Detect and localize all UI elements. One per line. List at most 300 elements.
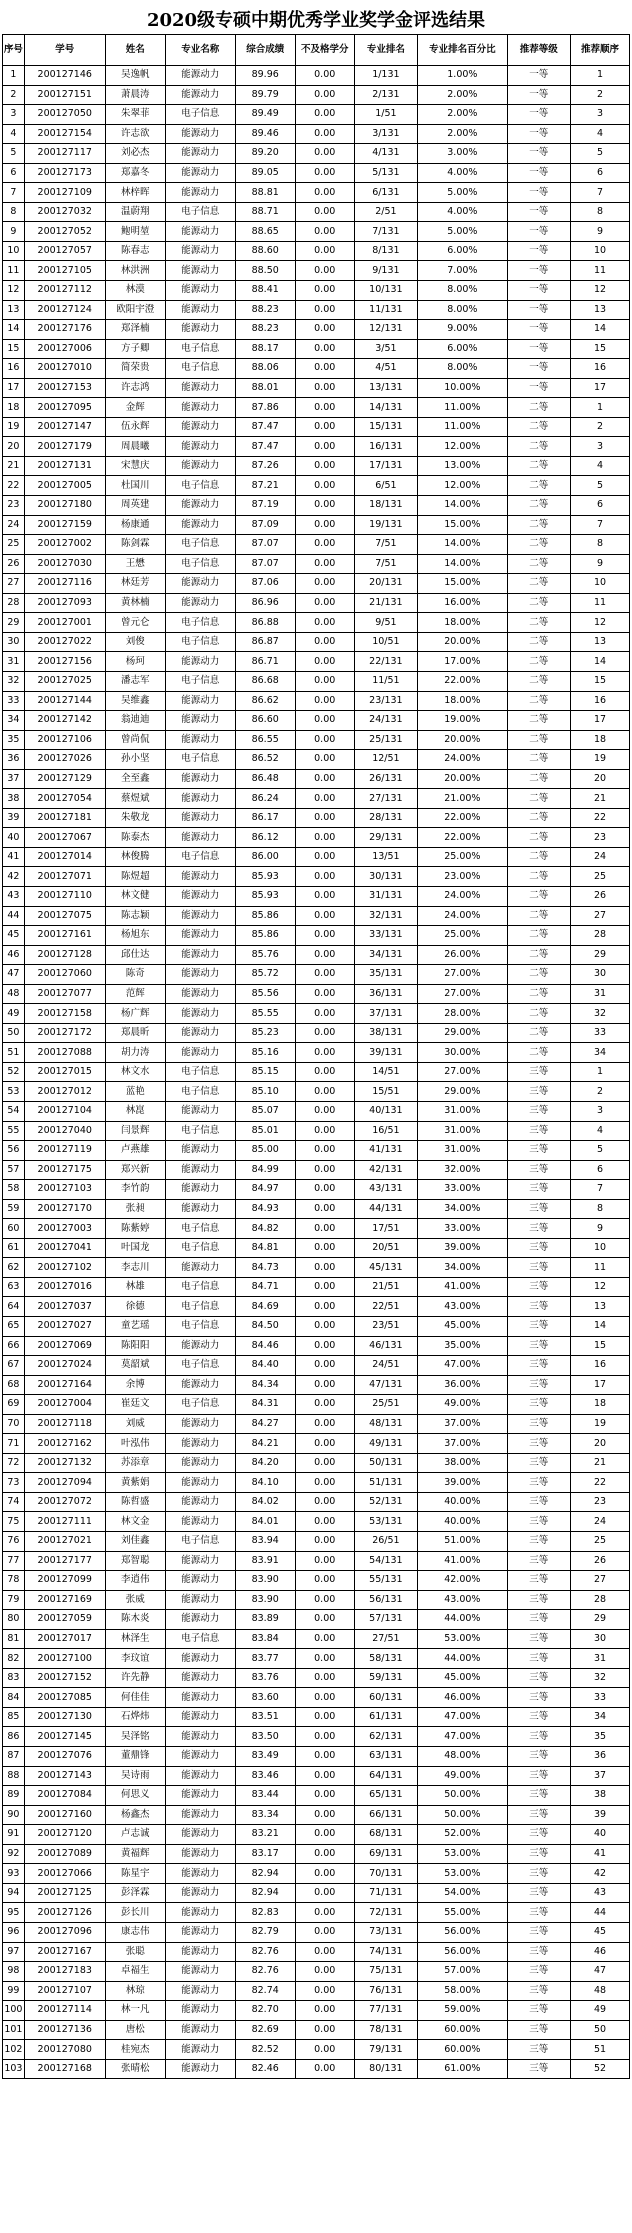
- cell-major: 能源动力: [165, 730, 235, 750]
- cell-failed-credits: 0.00: [295, 417, 354, 437]
- cell-rank: 7/51: [354, 535, 417, 555]
- cell-rank: 11/51: [354, 671, 417, 691]
- cell-student-id: 200127005: [24, 476, 105, 496]
- table-row: [3, 300, 630, 320]
- cell-level: 二等: [507, 886, 570, 906]
- cell-name: 徐德: [105, 1297, 165, 1317]
- header-name: 姓名: [105, 35, 165, 66]
- cell-score: 83.49: [235, 1747, 295, 1767]
- cell-student-id: 200127109: [24, 183, 105, 203]
- table-row: [3, 1375, 630, 1395]
- cell-rank-percent: 37.00%: [418, 1434, 508, 1454]
- cell-score: 88.65: [235, 222, 295, 242]
- cell-index: 71: [3, 1434, 25, 1454]
- cell-student-id: 200127003: [24, 1219, 105, 1239]
- cell-rank: 1/51: [354, 105, 417, 125]
- cell-score: 85.55: [235, 1004, 295, 1024]
- table-row: [3, 1043, 630, 1063]
- table-row: [3, 496, 630, 516]
- cell-rank: 74/131: [354, 1942, 417, 1962]
- cell-score: 87.07: [235, 554, 295, 574]
- cell-rank: 16/131: [354, 437, 417, 457]
- cell-index: 83: [3, 1668, 25, 1688]
- cell-rank: 77/131: [354, 2001, 417, 2021]
- cell-failed-credits: 0.00: [295, 1473, 354, 1493]
- cell-student-id: 200127001: [24, 613, 105, 633]
- cell-rank: 42/131: [354, 1160, 417, 1180]
- cell-major: 电子信息: [165, 339, 235, 359]
- table-row: [3, 1219, 630, 1239]
- cell-index: 76: [3, 1532, 25, 1552]
- cell-rank-percent: 14.00%: [418, 535, 508, 555]
- cell-index: 58: [3, 1180, 25, 1200]
- cell-level: 二等: [507, 808, 570, 828]
- cell-student-id: 200127105: [24, 261, 105, 281]
- cell-level: 三等: [507, 1590, 570, 1610]
- cell-level: 三等: [507, 1864, 570, 1884]
- cell-major: 能源动力: [165, 1747, 235, 1767]
- cell-major: 能源动力: [165, 1786, 235, 1806]
- cell-index: 77: [3, 1551, 25, 1571]
- cell-failed-credits: 0.00: [295, 750, 354, 770]
- table-row: [3, 1121, 630, 1141]
- cell-rank: 41/131: [354, 1141, 417, 1161]
- page-title: 2020级专硕中期优秀学业奖学金评选结果: [146, 10, 486, 31]
- cell-score: 84.82: [235, 1219, 295, 1239]
- cell-score: 82.94: [235, 1883, 295, 1903]
- cell-name: 朱敬龙: [105, 808, 165, 828]
- cell-failed-credits: 0.00: [295, 554, 354, 574]
- cell-index: 92: [3, 1844, 25, 1864]
- cell-major: 电子信息: [165, 554, 235, 574]
- cell-student-id: 200127022: [24, 632, 105, 652]
- cell-order: 17: [570, 1375, 629, 1395]
- cell-name: 刘俊: [105, 632, 165, 652]
- cell-name: 陈剑霖: [105, 535, 165, 555]
- cell-order: 27: [570, 906, 629, 926]
- cell-score: 83.84: [235, 1629, 295, 1649]
- cell-major: 能源动力: [165, 1962, 235, 1982]
- cell-major: 能源动力: [165, 437, 235, 457]
- cell-name: 苏添章: [105, 1453, 165, 1473]
- cell-major: 电子信息: [165, 1317, 235, 1337]
- table-row: [3, 1395, 630, 1415]
- cell-name: 曾元仑: [105, 613, 165, 633]
- cell-rank: 22/51: [354, 1297, 417, 1317]
- cell-failed-credits: 0.00: [295, 926, 354, 946]
- cell-rank-percent: 15.00%: [418, 574, 508, 594]
- cell-level: 二等: [507, 828, 570, 848]
- cell-score: 86.88: [235, 613, 295, 633]
- cell-index: 100: [3, 2001, 25, 2021]
- table-row: [3, 613, 630, 633]
- cell-score: 83.76: [235, 1668, 295, 1688]
- cell-level: 二等: [507, 456, 570, 476]
- cell-level: 三等: [507, 1649, 570, 1669]
- table-row: [3, 1532, 630, 1552]
- cell-student-id: 200127041: [24, 1238, 105, 1258]
- cell-failed-credits: 0.00: [295, 1747, 354, 1767]
- cell-rank: 25/51: [354, 1395, 417, 1415]
- cell-rank: 4/131: [354, 144, 417, 164]
- cell-failed-credits: 0.00: [295, 1727, 354, 1747]
- cell-failed-credits: 0.00: [295, 1786, 354, 1806]
- cell-score: 83.89: [235, 1610, 295, 1630]
- cell-major: 能源动力: [165, 1492, 235, 1512]
- cell-failed-credits: 0.00: [295, 2020, 354, 2040]
- cell-rank-percent: 56.00%: [418, 1922, 508, 1942]
- cell-order: 3: [570, 437, 629, 457]
- cell-score: 86.17: [235, 808, 295, 828]
- cell-index: 61: [3, 1238, 25, 1258]
- cell-rank: 70/131: [354, 1864, 417, 1884]
- cell-rank-percent: 6.00%: [418, 339, 508, 359]
- cell-name: 简荣贵: [105, 359, 165, 379]
- cell-failed-credits: 0.00: [295, 1043, 354, 1063]
- cell-name: 萧晨涛: [105, 85, 165, 105]
- cell-order: 8: [570, 202, 629, 222]
- cell-index: 24: [3, 515, 25, 535]
- cell-student-id: 200127025: [24, 671, 105, 691]
- cell-level: 一等: [507, 241, 570, 261]
- cell-score: 84.31: [235, 1395, 295, 1415]
- cell-order: 11: [570, 1258, 629, 1278]
- cell-score: 88.17: [235, 339, 295, 359]
- cell-name: 林雄: [105, 1277, 165, 1297]
- cell-rank: 31/131: [354, 886, 417, 906]
- cell-major: 电子信息: [165, 613, 235, 633]
- cell-rank-percent: 53.00%: [418, 1629, 508, 1649]
- cell-major: 电子信息: [165, 1356, 235, 1376]
- cell-index: 60: [3, 1219, 25, 1239]
- cell-failed-credits: 0.00: [295, 1551, 354, 1571]
- table-row: [3, 632, 630, 652]
- cell-score: 84.97: [235, 1180, 295, 1200]
- cell-rank: 14/51: [354, 1062, 417, 1082]
- cell-score: 83.60: [235, 1688, 295, 1708]
- cell-failed-credits: 0.00: [295, 906, 354, 926]
- cell-student-id: 200127158: [24, 1004, 105, 1024]
- cell-rank-percent: 25.00%: [418, 926, 508, 946]
- cell-failed-credits: 0.00: [295, 1903, 354, 1923]
- cell-major: 能源动力: [165, 906, 235, 926]
- cell-major: 电子信息: [165, 671, 235, 691]
- cell-level: 一等: [507, 378, 570, 398]
- cell-index: 3: [3, 105, 25, 125]
- cell-major: 能源动力: [165, 2040, 235, 2060]
- table-row: [3, 261, 630, 281]
- cell-score: 82.70: [235, 2001, 295, 2021]
- cell-score: 84.46: [235, 1336, 295, 1356]
- cell-index: 35: [3, 730, 25, 750]
- table-row: [3, 828, 630, 848]
- cell-score: 83.90: [235, 1571, 295, 1591]
- table-row: [3, 1629, 630, 1649]
- cell-score: 83.51: [235, 1707, 295, 1727]
- cell-major: 能源动力: [165, 1825, 235, 1845]
- table-row: [3, 476, 630, 496]
- cell-name: 陈煜超: [105, 867, 165, 887]
- cell-order: 12: [570, 1277, 629, 1297]
- cell-order: 21: [570, 1453, 629, 1473]
- table-row: [3, 222, 630, 242]
- cell-level: 二等: [507, 926, 570, 946]
- cell-rank-percent: 25.00%: [418, 847, 508, 867]
- cell-level: 三等: [507, 1492, 570, 1512]
- cell-name: 王懋: [105, 554, 165, 574]
- cell-order: 29: [570, 945, 629, 965]
- cell-student-id: 200127076: [24, 1747, 105, 1767]
- table-row: [3, 1707, 630, 1727]
- cell-major: 电子信息: [165, 1082, 235, 1102]
- cell-failed-credits: 0.00: [295, 1805, 354, 1825]
- cell-rank: 75/131: [354, 1962, 417, 1982]
- cell-level: 三等: [507, 2020, 570, 2040]
- cell-rank-percent: 22.00%: [418, 808, 508, 828]
- cell-name: 杨旭东: [105, 926, 165, 946]
- cell-major: 能源动力: [165, 1864, 235, 1884]
- cell-index: 54: [3, 1101, 25, 1121]
- cell-order: 47: [570, 1962, 629, 1982]
- cell-rank: 78/131: [354, 2020, 417, 2040]
- table-row: [3, 1453, 630, 1473]
- cell-order: 22: [570, 1473, 629, 1493]
- cell-index: 84: [3, 1688, 25, 1708]
- cell-name: 鲍明堃: [105, 222, 165, 242]
- cell-level: 三等: [507, 1082, 570, 1102]
- cell-order: 42: [570, 1864, 629, 1884]
- cell-rank-percent: 36.00%: [418, 1375, 508, 1395]
- cell-rank-percent: 45.00%: [418, 1668, 508, 1688]
- cell-score: 85.15: [235, 1062, 295, 1082]
- cell-rank-percent: 9.00%: [418, 320, 508, 340]
- cell-major: 能源动力: [165, 1004, 235, 1024]
- cell-student-id: 200127162: [24, 1434, 105, 1454]
- cell-score: 86.52: [235, 750, 295, 770]
- cell-student-id: 200127124: [24, 300, 105, 320]
- cell-rank: 36/131: [354, 984, 417, 1004]
- table-row: [3, 769, 630, 789]
- cell-index: 89: [3, 1786, 25, 1806]
- cell-major: 电子信息: [165, 359, 235, 379]
- cell-order: 6: [570, 163, 629, 183]
- cell-student-id: 200127002: [24, 535, 105, 555]
- cell-rank-percent: 27.00%: [418, 1062, 508, 1082]
- cell-student-id: 200127099: [24, 1571, 105, 1591]
- cell-student-id: 200127132: [24, 1453, 105, 1473]
- table-row: [3, 1649, 630, 1669]
- cell-order: 44: [570, 1903, 629, 1923]
- cell-rank: 40/131: [354, 1101, 417, 1121]
- cell-rank: 24/51: [354, 1356, 417, 1376]
- cell-order: 12: [570, 281, 629, 301]
- cell-level: 三等: [507, 1297, 570, 1317]
- cell-failed-credits: 0.00: [295, 398, 354, 418]
- cell-name: 郑泽楠: [105, 320, 165, 340]
- cell-score: 89.96: [235, 66, 295, 86]
- cell-major: 电子信息: [165, 1219, 235, 1239]
- cell-rank-percent: 41.00%: [418, 1277, 508, 1297]
- cell-rank-percent: 49.00%: [418, 1395, 508, 1415]
- cell-index: 82: [3, 1649, 25, 1669]
- results-table: [2, 34, 630, 2079]
- table-row: [3, 1082, 630, 1102]
- cell-level: 二等: [507, 437, 570, 457]
- cell-name: 林俊腾: [105, 847, 165, 867]
- cell-index: 14: [3, 320, 25, 340]
- cell-score: 85.72: [235, 965, 295, 985]
- cell-major: 能源动力: [165, 593, 235, 613]
- cell-score: 87.09: [235, 515, 295, 535]
- cell-index: 36: [3, 750, 25, 770]
- cell-major: 能源动力: [165, 1336, 235, 1356]
- cell-student-id: 200127161: [24, 926, 105, 946]
- cell-index: 53: [3, 1082, 25, 1102]
- cell-student-id: 200127164: [24, 1375, 105, 1395]
- cell-name: 张聪: [105, 1942, 165, 1962]
- cell-major: 能源动力: [165, 456, 235, 476]
- cell-level: 三等: [507, 1160, 570, 1180]
- cell-index: 1: [3, 66, 25, 86]
- cell-index: 8: [3, 202, 25, 222]
- cell-rank-percent: 54.00%: [418, 1883, 508, 1903]
- cell-index: 7: [3, 183, 25, 203]
- cell-index: 91: [3, 1825, 25, 1845]
- cell-index: 23: [3, 496, 25, 516]
- cell-order: 25: [570, 867, 629, 887]
- cell-rank-percent: 29.00%: [418, 1023, 508, 1043]
- cell-name: 叶国龙: [105, 1238, 165, 1258]
- cell-order: 31: [570, 984, 629, 1004]
- cell-score: 85.23: [235, 1023, 295, 1043]
- cell-major: 能源动力: [165, 1903, 235, 1923]
- cell-rank-percent: 47.00%: [418, 1727, 508, 1747]
- cell-rank: 43/131: [354, 1180, 417, 1200]
- cell-failed-credits: 0.00: [295, 789, 354, 809]
- cell-name: 陈泰杰: [105, 828, 165, 848]
- header-student-id: 学号: [24, 35, 105, 66]
- table-row: [3, 1727, 630, 1747]
- cell-name: 卢燕雄: [105, 1141, 165, 1161]
- cell-student-id: 200127177: [24, 1551, 105, 1571]
- cell-score: 88.41: [235, 281, 295, 301]
- cell-failed-credits: 0.00: [295, 281, 354, 301]
- cell-name: 全至鑫: [105, 769, 165, 789]
- cell-rank: 23/131: [354, 691, 417, 711]
- cell-index: 74: [3, 1492, 25, 1512]
- cell-rank-percent: 1.00%: [418, 66, 508, 86]
- header-major: 专业名称: [165, 35, 235, 66]
- cell-rank: 15/51: [354, 1082, 417, 1102]
- table-row: [3, 1551, 630, 1571]
- cell-level: 一等: [507, 183, 570, 203]
- cell-name: 吴逸帆: [105, 66, 165, 86]
- cell-order: 9: [570, 222, 629, 242]
- cell-order: 2: [570, 85, 629, 105]
- cell-name: 欧阳宇澄: [105, 300, 165, 320]
- cell-name: 杨广辉: [105, 1004, 165, 1024]
- cell-rank: 20/131: [354, 574, 417, 594]
- cell-rank: 17/131: [354, 456, 417, 476]
- cell-rank-percent: 22.00%: [418, 671, 508, 691]
- cell-rank: 60/131: [354, 1688, 417, 1708]
- cell-score: 88.23: [235, 300, 295, 320]
- cell-student-id: 200127004: [24, 1395, 105, 1415]
- table-row: [3, 1356, 630, 1376]
- cell-student-id: 200127168: [24, 2059, 105, 2079]
- table-row: [3, 1571, 630, 1591]
- cell-order: 36: [570, 1747, 629, 1767]
- cell-rank-percent: 49.00%: [418, 1766, 508, 1786]
- header-index: 序号: [3, 35, 25, 66]
- cell-student-id: 200127071: [24, 867, 105, 887]
- cell-major: 能源动力: [165, 1922, 235, 1942]
- cell-rank: 29/131: [354, 828, 417, 848]
- cell-order: 21: [570, 789, 629, 809]
- cell-major: 能源动力: [165, 574, 235, 594]
- cell-student-id: 200127103: [24, 1180, 105, 1200]
- cell-name: 林文健: [105, 886, 165, 906]
- cell-student-id: 200127094: [24, 1473, 105, 1493]
- cell-name: 吴泽铭: [105, 1727, 165, 1747]
- cell-order: 33: [570, 1023, 629, 1043]
- cell-level: 一等: [507, 105, 570, 125]
- cell-level: 二等: [507, 632, 570, 652]
- cell-score: 85.01: [235, 1121, 295, 1141]
- cell-rank: 19/131: [354, 515, 417, 535]
- table-row: [3, 691, 630, 711]
- table-row: [3, 1786, 630, 1806]
- cell-rank: 27/131: [354, 789, 417, 809]
- cell-name: 黄紫娟: [105, 1473, 165, 1493]
- cell-rank: 55/131: [354, 1571, 417, 1591]
- cell-failed-credits: 0.00: [295, 1610, 354, 1630]
- cell-rank-percent: 59.00%: [418, 2001, 508, 2021]
- cell-rank: 25/131: [354, 730, 417, 750]
- cell-order: 28: [570, 926, 629, 946]
- cell-rank: 65/131: [354, 1786, 417, 1806]
- cell-index: 102: [3, 2040, 25, 2060]
- cell-rank: 20/51: [354, 1238, 417, 1258]
- cell-major: 能源动力: [165, 808, 235, 828]
- cell-index: 65: [3, 1317, 25, 1337]
- cell-name: 陈木炎: [105, 1610, 165, 1630]
- cell-rank-percent: 55.00%: [418, 1903, 508, 1923]
- cell-failed-credits: 0.00: [295, 496, 354, 516]
- cell-major: 能源动力: [165, 1649, 235, 1669]
- cell-rank: 59/131: [354, 1668, 417, 1688]
- cell-failed-credits: 0.00: [295, 1101, 354, 1121]
- cell-rank: 21/131: [354, 593, 417, 613]
- cell-major: 能源动力: [165, 1805, 235, 1825]
- cell-level: 二等: [507, 515, 570, 535]
- table-row: [3, 1766, 630, 1786]
- cell-name: 何佳佳: [105, 1688, 165, 1708]
- table-row: [3, 750, 630, 770]
- cell-failed-credits: 0.00: [295, 1297, 354, 1317]
- cell-level: 二等: [507, 691, 570, 711]
- cell-student-id: 200127153: [24, 378, 105, 398]
- cell-index: 28: [3, 593, 25, 613]
- cell-index: 21: [3, 456, 25, 476]
- cell-index: 38: [3, 789, 25, 809]
- cell-index: 68: [3, 1375, 25, 1395]
- cell-level: 二等: [507, 398, 570, 418]
- cell-score: 84.34: [235, 1375, 295, 1395]
- cell-order: 39: [570, 1805, 629, 1825]
- cell-score: 82.83: [235, 1903, 295, 1923]
- cell-index: 90: [3, 1805, 25, 1825]
